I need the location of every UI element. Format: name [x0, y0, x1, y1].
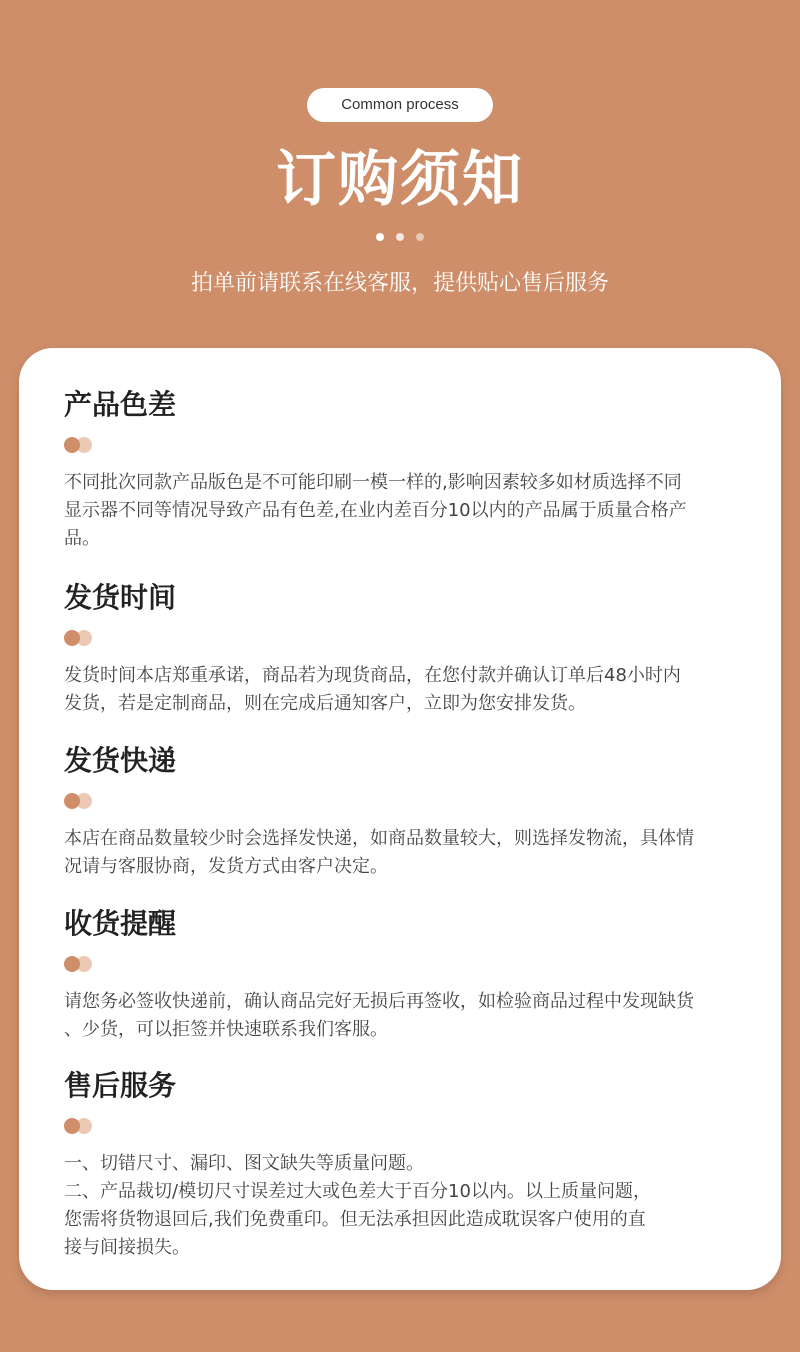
section-dots: [64, 1118, 94, 1134]
section-color-difference: [64, 385, 734, 553]
section-body: [64, 1150, 734, 1262]
body-line: 不同批次同款产品版色是不可能印刷一模一样的,影响因素较多如材质选择不同: [64, 472, 682, 493]
body-line: 接与间接损失。: [64, 1237, 190, 1258]
section-after-sales: [64, 1066, 734, 1262]
body-line: 本店在商品数量较少时会选择发快递，如商品数量较大，则选择发物流，具体情: [64, 828, 694, 849]
section-body: [64, 469, 734, 553]
body-line: 况请与客服协商，发货方式由客户决定。: [64, 856, 388, 877]
common-process-pill: Common process: [307, 88, 493, 122]
section-receipt-reminder: [64, 904, 734, 1044]
section-dots: [64, 437, 94, 453]
page-title: 订购须知: [276, 145, 524, 215]
body-line: 一、切错尺寸、漏印、图文缺失等质量问题。: [64, 1153, 424, 1174]
dot-dark: [64, 437, 80, 453]
section-title: 售后服务: [64, 1069, 177, 1102]
dot-1: [376, 233, 384, 241]
pagination-dots: [0, 233, 800, 241]
dot-2: [396, 233, 404, 241]
dot-dark: [64, 956, 80, 972]
dot-3: [416, 233, 424, 241]
section-body: [64, 825, 734, 881]
section-title: 发货快递: [64, 744, 177, 777]
section-dots: [64, 793, 94, 809]
section-body: [64, 988, 734, 1044]
section-dots: [64, 956, 94, 972]
section-dots: [64, 630, 94, 646]
body-line: 、少货，可以拒签并快速联系我们客服。: [64, 1019, 388, 1040]
body-line: 显示器不同等情况导致产品有色差,在业内差百分10以内的产品属于质量合格产: [64, 500, 687, 521]
page-subtitle: 拍单前请联系在线客服，提供贴心售后服务: [190, 271, 609, 296]
body-line: 品。: [64, 528, 100, 549]
notice-card: [19, 348, 781, 1290]
section-courier: [64, 741, 734, 881]
body-line: 发货时间本店郑重承诺，商品若为现货商品，在您付款并确认订单后48小时内: [64, 665, 681, 686]
body-line: 您需将货物退回后,我们免费重印。但无法承担因此造成耽误客户使用的直: [64, 1209, 646, 1230]
body-line: 发货，若是定制商品，则在完成后通知客户，立即为您安排发货。: [64, 693, 586, 714]
body-line: 二、产品裁切/模切尺寸误差过大或色差大于百分10以内。以上质量问题，: [64, 1181, 651, 1202]
header: [0, 0, 800, 340]
dot-dark: [64, 793, 80, 809]
section-title: 发货时间: [64, 581, 177, 614]
section-title: 收货提醒: [64, 907, 177, 940]
section-title: 产品色差: [64, 388, 177, 421]
body-line: 请您务必签收快递前，确认商品完好无损后再签收，如检验商品过程中发现缺货: [64, 991, 694, 1012]
section-body: [64, 662, 734, 718]
section-shipping-time: [64, 578, 734, 718]
dot-dark: [64, 1118, 80, 1134]
dot-dark: [64, 630, 80, 646]
